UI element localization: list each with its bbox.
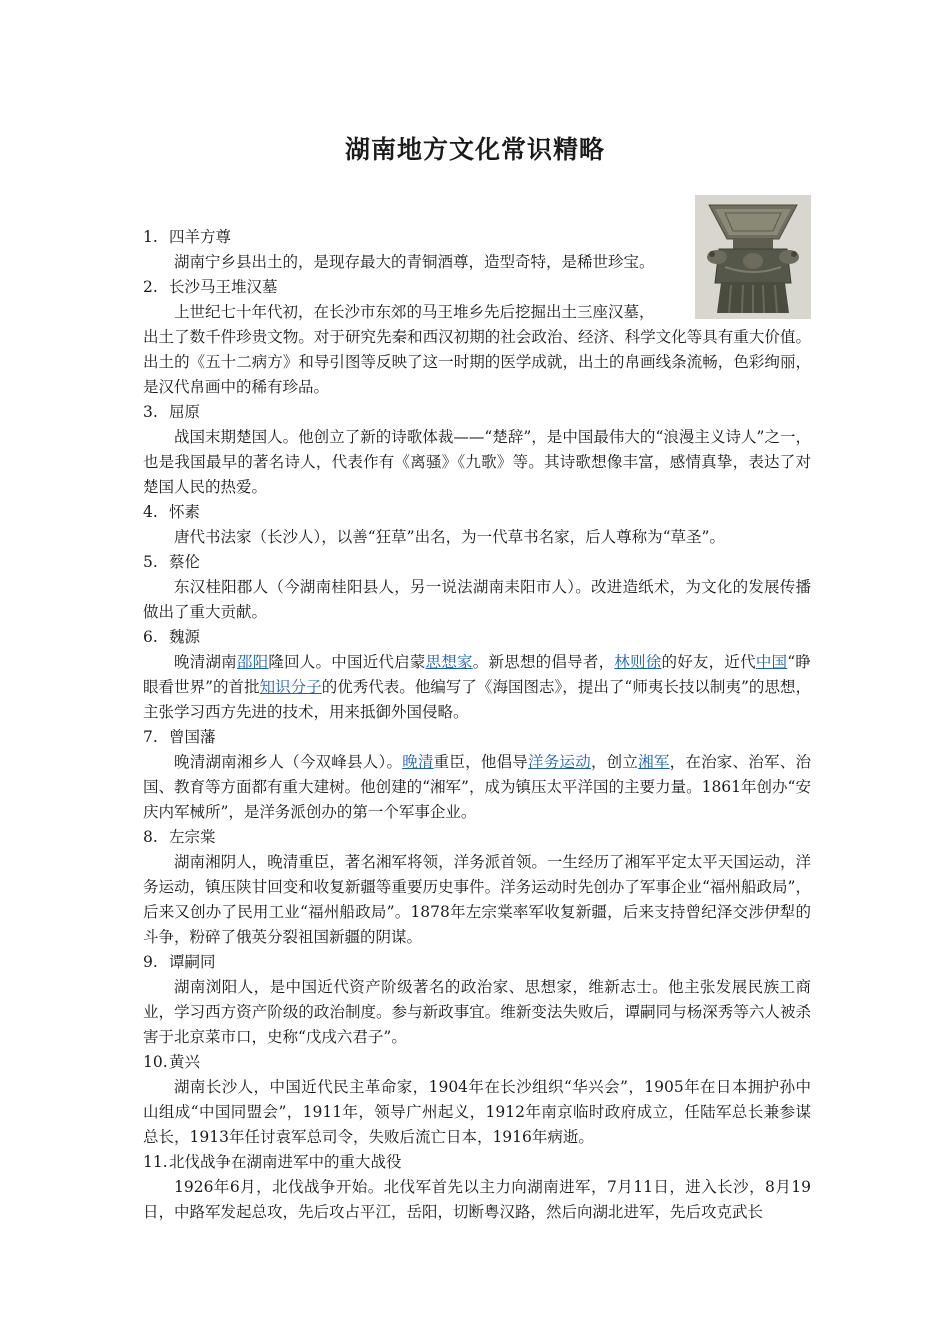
- link-thinker[interactable]: 思想家: [425, 653, 473, 671]
- link-late-qing[interactable]: 晚清: [402, 753, 434, 771]
- section-heading: 4. 怀素: [143, 503, 201, 521]
- section-heading: 2. 长沙马王堆汉墓: [143, 278, 278, 296]
- section-text: 上世纪七十年代初，在长沙市东郊的马王堆乡先后挖掘出土三座汉墓，: [174, 303, 655, 321]
- link-lin-zexu[interactable]: 林则徐: [614, 653, 662, 671]
- section-text: 战国末期楚国人。他创立了新的诗歌体裁——“楚辞”，是中国最伟大的“浪漫主义诗人”之一，也是我国最早的著名诗人，代表作有《离骚》《九歌》等。其诗歌想像丰富，感情真挚，表达了对楚国人民的热爱。: [143, 428, 811, 496]
- link-intellectual[interactable]: 知识分子: [259, 678, 322, 696]
- section-heading: 9. 谭嗣同: [143, 953, 216, 971]
- section-heading: 7. 曾国藩: [143, 728, 216, 746]
- link-shaoyang[interactable]: 邵阳: [236, 653, 269, 671]
- page-title: 湖南地方文化常识精略: [344, 135, 605, 164]
- section-text: 东汉桂阳郡人（今湖南桂阳县人，另一说法湖南耒阳市人）。改进造纸术，为文化的发展传播做出了重大贡献。: [143, 578, 811, 621]
- section-text: 晚清湖南湘乡人（今双峰县人）。晚清重臣，他倡导洋务运动，创立湘军，在治家、治军、治国、教育等方面都有重大建树。他创建的“湘军”，成为镇压太平洋国的主要力量。1861年创办“安庆内军械所”，是洋务派创办的第一个军事企业。: [143, 753, 811, 821]
- link-xiang-army[interactable]: 湘军: [638, 753, 670, 771]
- section-text: 晚清湖南邵阳隆回人。中国近代启蒙思想家。新思想的倡导者，林则徐的好友，近代中国“睁眼看世界”的首批知识分子的优秀代表。他编写了《海国图志》，提出了“师夷长技以制夷”的思想，主张学习西方先进的技术，用来抵御外国侵略。: [143, 653, 811, 721]
- section-text: 湖南长沙人，中国近代民主革命家，1904年在长沙组织“华兴会”，1905年在日本拥护孙中山组成“中国同盟会”，1911年，领导广州起义，1912年南京临时政府成立，任陆军总长兼参谋总长，1913年任讨袁军总司令，失败后流亡日本，1916年病逝。: [143, 1078, 811, 1146]
- link-westernization-movement[interactable]: 洋务运动: [528, 753, 591, 771]
- document-body: [143, 225, 811, 1225]
- section-text: 湖南宁乡县出土的，是现存最大的青铜酒尊，造型奇特，是稀世珍宝。: [174, 253, 655, 271]
- section-text: 湖南浏阳人，是中国近代资产阶级著名的政治家、思想家，维新志士。他主张发展民族工商业，学习西方资产阶级的政治制度。参与新政事宜。维新变法失败后，谭嗣同与杨深秀等六人被杀害于北京菜市口，史称“戊戌六君子”。: [143, 978, 811, 1046]
- section-heading: 3. 屈原: [143, 403, 201, 421]
- link-china[interactable]: 中国: [755, 653, 788, 671]
- section-heading: 1. 四羊方尊: [143, 228, 232, 246]
- section-text: 1926年6月，北伐战争开始。北伐军首先以主力向湖南进军，7月11日，进入长沙，8月19日，中路军发起总攻，先后攻占平江，岳阳，切断粤汉路，然后向湖北进军，先后攻克武长: [143, 1178, 811, 1221]
- section-heading: 11.北伐战争在湖南进军中的重大战役: [143, 1153, 402, 1171]
- section-text-continued: 出土了数千件珍贵文物。对于研究先秦和西汉初期的社会政治、经济、科学文化等具有重大价值。出土的《五十二病方》和导引图等反映了这一时期的医学成就，出土的帛画线条流畅，色彩绚丽，是汉代帛画中的稀有珍品。: [143, 328, 811, 396]
- section-heading: 8. 左宗棠: [143, 828, 216, 846]
- section-heading: 5. 蔡伦: [143, 553, 201, 571]
- section-text: 湖南湘阴人，晚清重臣，著名湘军将领，洋务派首领。一生经历了湘军平定太平天国运动，洋务运动，镇压陕甘回变和收复新疆等重要历史事件。洋务运动时先创办了军事企业“福州船政局”，后来又创办了民用工业“福州船政局”。1878年左宗棠率军收复新疆，后来支持曾纪泽交涉伊犁的斗争，粉碎了俄英分裂祖国新疆的阴谋。: [143, 853, 811, 946]
- section-heading: 6. 魏源: [143, 628, 201, 646]
- section-text: 唐代书法家（长沙人），以善“狂草”出名，为一代草书名家，后人尊称为“草圣”。: [174, 528, 725, 546]
- section-heading: 10.黄兴: [143, 1053, 201, 1071]
